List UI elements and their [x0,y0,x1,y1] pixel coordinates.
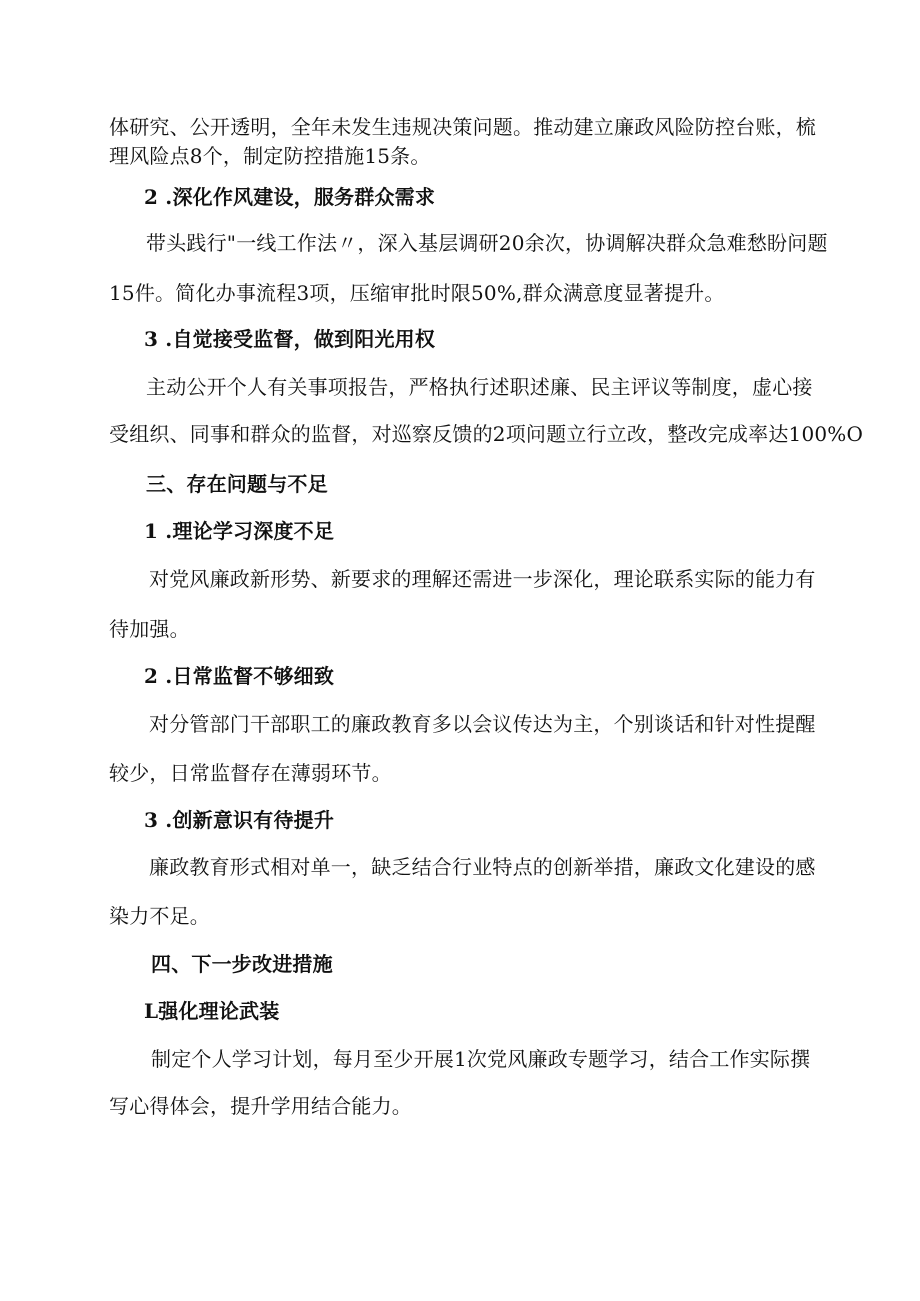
paragraph-line: 写心得体会，提升学用结合能力。 [109,1094,412,1118]
section-heading: 四、下一步改进措施 [151,952,333,976]
paragraph-line: 理风险点8个，制定防控措施15条。 [109,144,431,168]
paragraph-line: 廉政教育形式相对单一，缺乏结合行业特点的创新举措，廉政文化建设的感 [149,855,816,879]
paragraph-line: 15件。简化办事流程3项，压缩审批时限50%,群众满意度显著提升。 [109,281,725,305]
subheading: L强化理论武装 [144,999,280,1023]
subheading: 3 .创新意识有待提升 [144,808,335,832]
subheading: 2 .深化作风建设，服务群众需求 [144,185,436,209]
paragraph-line: 主动公开个人有关事项报告，严格执行述职述廉、民主评议等制度，虚心接 [146,375,813,399]
paragraph-line: 带头践行"一线工作法〃，深入基层调研20余次，协调解决群众急难愁盼问题 [146,231,828,255]
paragraph-line: 较少，日常监督存在薄弱环节。 [109,761,392,785]
paragraph-line: 染力不足。 [109,904,210,928]
section-heading: 三、存在问题与不足 [146,472,328,496]
paragraph-line: 体研究、公开透明，全年未发生违规决策问题。推动建立廉政风险防控台账，梳 [109,115,816,139]
paragraph-line: 受组织、同事和群众的监督，对巡察反馈的2项问题立行立改，整改完成率达100%O [109,422,864,446]
paragraph-line: 对党风廉政新形势、新要求的理解还需进一步深化，理论联系实际的能力有 [149,567,816,591]
subheading: 3 .自觉接受监督，做到阳光用权 [144,327,436,351]
paragraph-line: 待加强。 [109,617,190,641]
subheading: 2 .日常监督不够细致 [144,664,335,688]
paragraph-line: 对分管部门干部职工的廉政教育多以会议传达为主，个别谈话和针对性提醒 [149,712,816,736]
subheading: 1 .理论学习深度不足 [144,519,335,543]
paragraph-line: 制定个人学习计划，每月至少开展1次党风廉政专题学习，结合工作实际撰 [151,1047,811,1071]
